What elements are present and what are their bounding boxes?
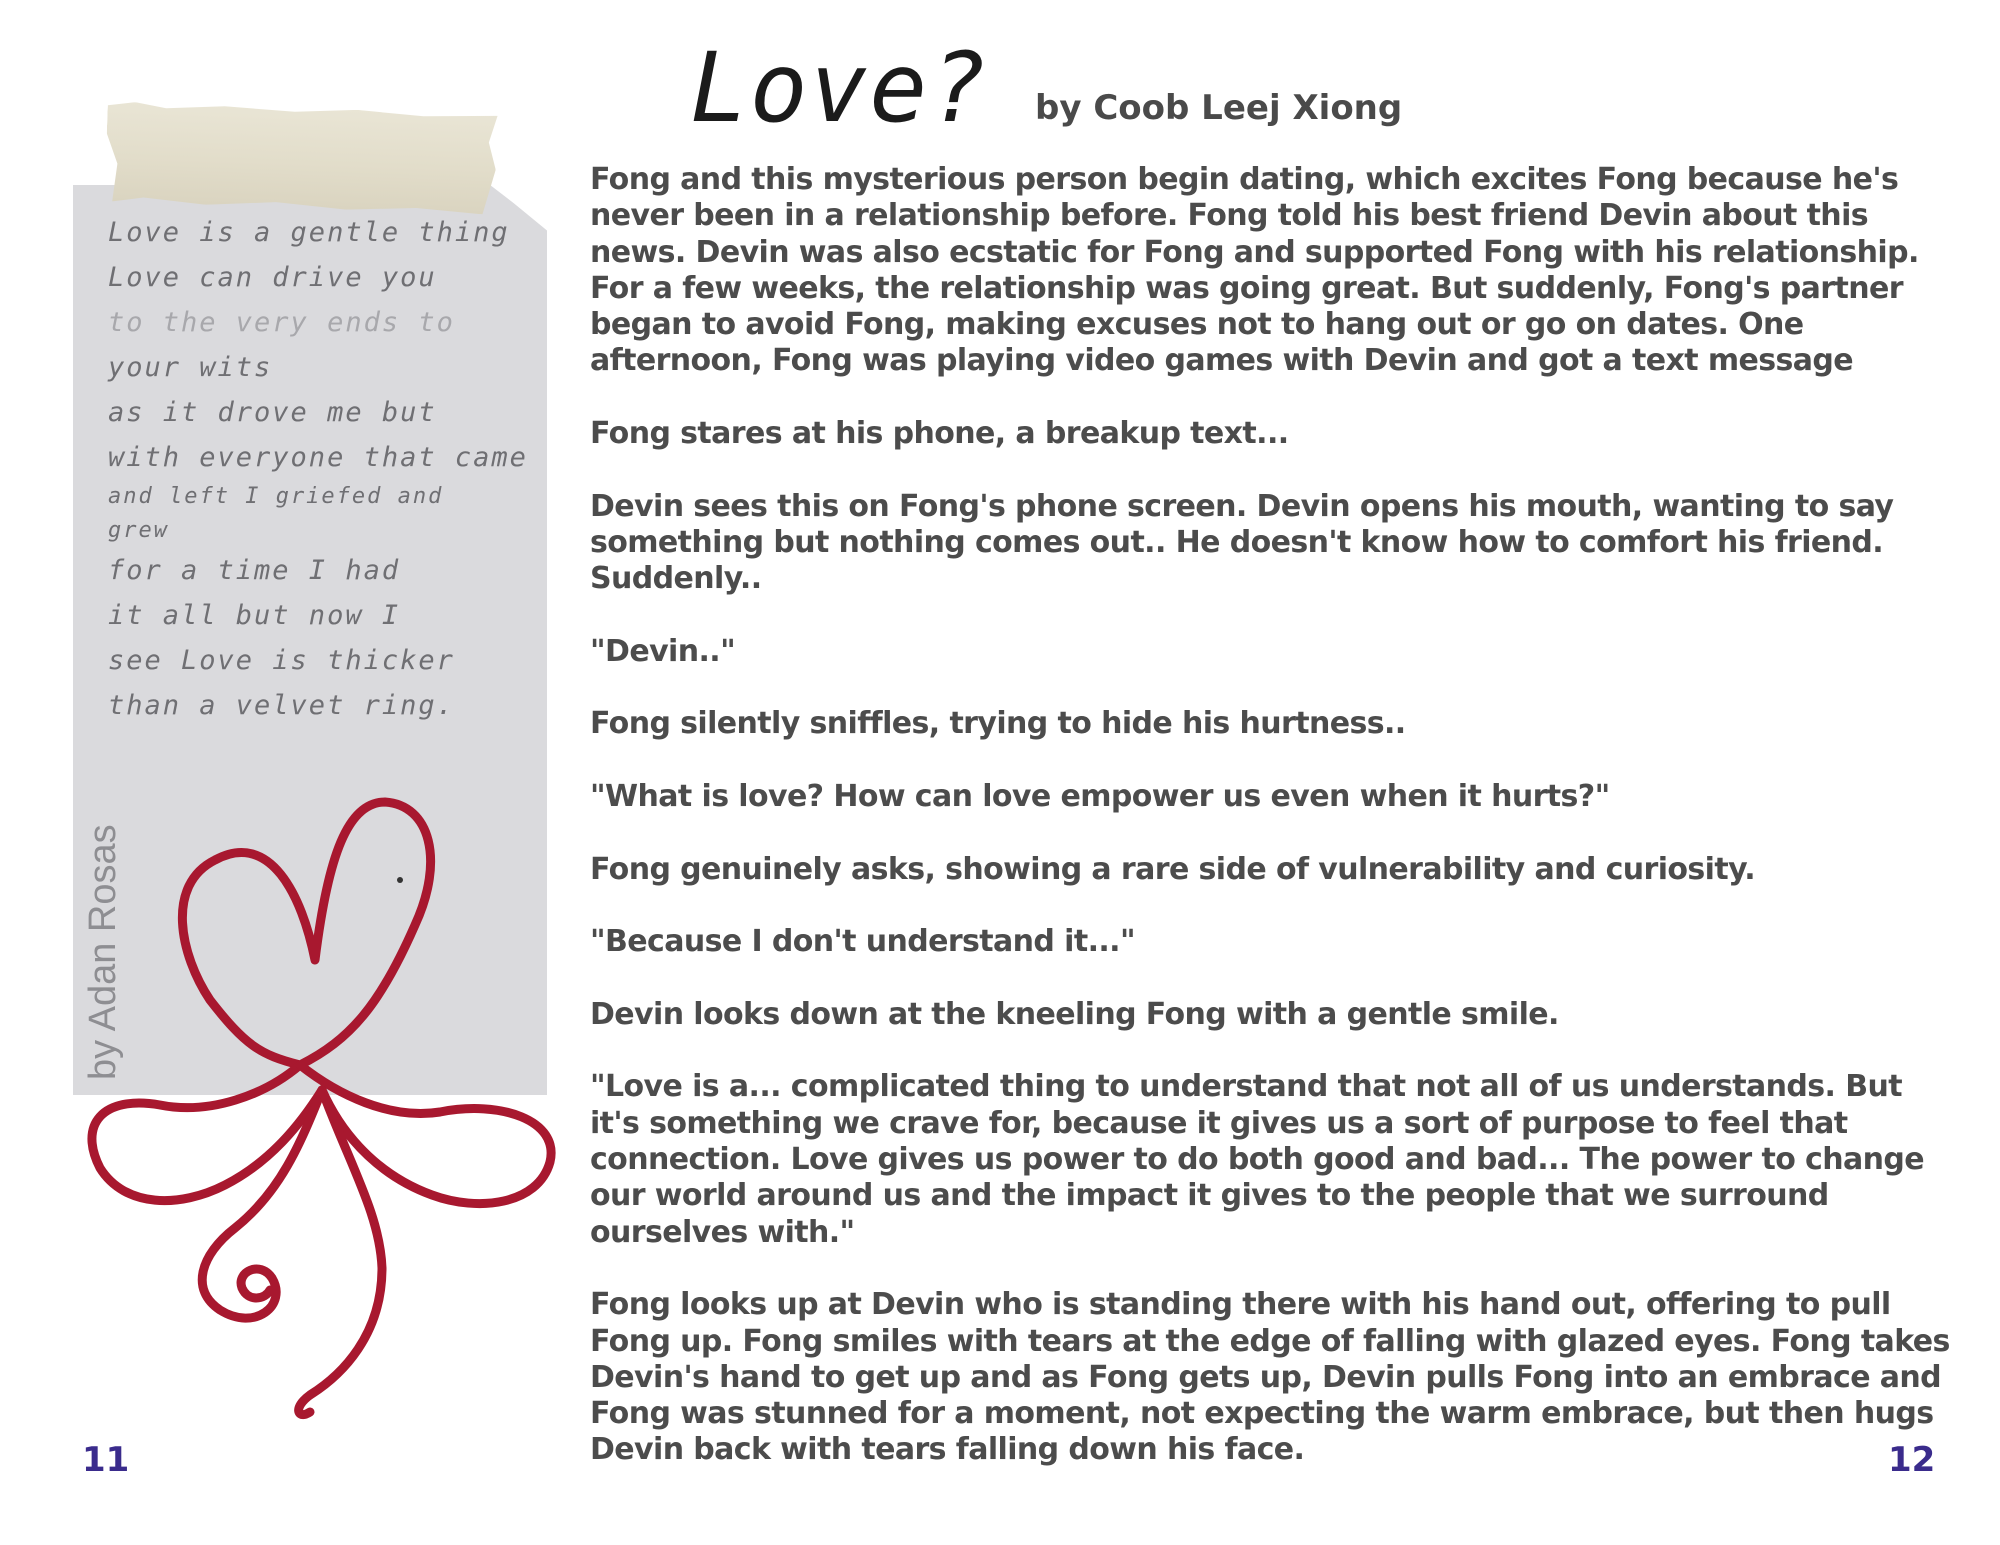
story-paragraph: Fong and this mysterious person begin dating, which excites Fong because he's never been in a relationship before. Fong told his best friend Devin about this news. Devin was also ecstatic for Fong and supported Fong with his relationship. For a few weeks, the relationship was going great. But suddenly, Fong's partner began to avoid Fong, making excuses not to hang out or go on dates. One afternoon, Fong was playing video games with Devin and got a text message (590, 162, 1919, 379)
author-byline: by Coob Leej Xiong (1035, 88, 1403, 128)
story-paragraph: Fong looks up at Devin who is standing there with his hand out, offering to pull Fong up. Fong smiles with tears at the edge of falling with glazed eyes. Fong takes Devin's hand to get up and as Fong gets up, Devin pulls Fong into an embrace and Fong was stunned for a moment, not expecting the warm embrace, but then hugs Devin back with tears falling down his face. (590, 1287, 1950, 1468)
story-text (590, 162, 1960, 1505)
story-paragraph: "Love is a... complicated thing to understand that not all of us understands. But it's something we crave for, because it gives us a sort of purpose to feel that connection. Love gives us power to do both good and bad... The power to change our world around us and the impact it gives to the people that we surround ourselves with." (590, 1069, 1925, 1250)
page-number-left: 11 (82, 1440, 130, 1480)
poem-line: see Love is thicker (108, 645, 455, 676)
lower-flourish (299, 1090, 382, 1415)
swirl-tail (202, 1090, 322, 1318)
poem-line: your wits (108, 352, 273, 383)
poem-line: to the very ends to (108, 307, 455, 338)
story-paragraph: "Because I don't understand it..." (590, 924, 1135, 960)
poem-line: Love can drive you (108, 262, 437, 293)
poem-line: and left I griefed and (108, 484, 444, 509)
poem-line: Love is a gentle thing (108, 217, 510, 248)
infinity-loop-left (92, 1065, 322, 1201)
story-paragraph: Devin sees this on Fong's phone screen. Devin opens his mouth, wanting to say something but nothing comes out.. He doesn't know how to comfort his friend. Suddenly.. (590, 488, 1894, 597)
heart-shape (182, 802, 430, 1065)
poem-line: grew (108, 518, 169, 543)
page-title: Love? (690, 32, 989, 144)
masking-tape (104, 101, 497, 215)
poem-line: than a velvet ring. (108, 690, 455, 721)
poem-line: with everyone that came (108, 442, 528, 473)
story-paragraph: Fong genuinely asks, showing a rare side of vulnerability and curiosity. (590, 851, 1756, 887)
story-paragraph: Fong stares at his phone, a breakup text... (590, 416, 1289, 452)
story-paragraph: "Devin.." (590, 633, 736, 669)
poem-line: as it drove me but (108, 397, 437, 428)
story-paragraph: Fong silently sniffles, trying to hide his hurtness.. (590, 706, 1406, 742)
red-heart-drawing (60, 790, 580, 1450)
handwritten-poem (108, 210, 548, 728)
story-paragraph: "What is love? How can love empower us even when it hurts?" (590, 779, 1610, 815)
story-paragraph: Devin looks down at the kneeling Fong with a gentle smile. (590, 996, 1559, 1032)
poem-line: for a time I had (108, 555, 401, 586)
heart-dot (397, 877, 403, 883)
page-number-right: 12 (1888, 1440, 1936, 1480)
artist-credit: by Adan Rosas (82, 824, 124, 1080)
poem-line: it all but now I (108, 600, 401, 631)
